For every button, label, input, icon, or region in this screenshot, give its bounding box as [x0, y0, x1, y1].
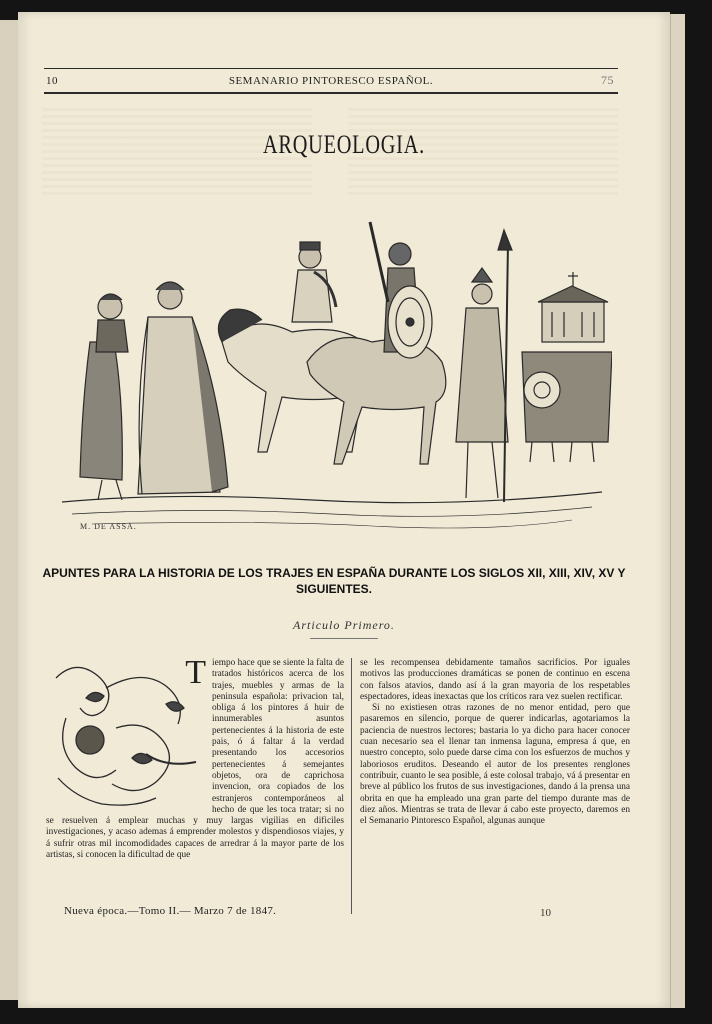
column-left: [46, 658, 344, 892]
article-headline: APUNTES PARA LA HISTORIA DE LOS TRAJES EN ESPAÑA DURANTE LOS SIGLOS XII, XIII, XIV, XV Y SIGUIENTES.: [42, 566, 626, 596]
footer-issue-line: Nueva época.—Tomo II.— Marzo 7 de 1847.: [64, 905, 277, 917]
artist-signature: M. DE ASSA.: [80, 522, 137, 531]
newspaper-page: [18, 12, 670, 1008]
paragraph-left: iempo hace que se siente la falta de tratados históricos acerca de los trajes, muebles y armas de la peninsula española: privacion tal, obliga á los pintores á huir de innumerables asuntos pertenecientes á la historia de este pais, ó á faltar á la verdad presentando los accesorios pertenecientes á semejantes objetos, ora de caprichosa invencion, ora copiados de los estranjeros contemporáneos al hecho de que les toca tratar; si no se resuelven á emplear muchas y muy largas vigilias en dificiles investigaciones, y acaso ademas á emprender molestos y dispendiosos viajes, y á sufrir otras mil incomodidades capaces de arredrar á la mayor parte de los artistas, si conocen la dificultad de que: [46, 658, 344, 861]
next-page-edge: [670, 14, 685, 1008]
ornamental-initial: [46, 658, 210, 812]
costume-engraving: [52, 202, 612, 552]
column-divider: [351, 658, 352, 914]
article-subtitle: Articulo Primero.: [293, 618, 395, 632]
header-rule-top: [44, 68, 618, 69]
page-number-left: 10: [46, 75, 58, 87]
page-number-right: 75: [601, 73, 614, 87]
dropcap-letter: T: [185, 658, 206, 691]
publication-title: SEMANARIO PINTORESCO ESPAÑOL.: [228, 75, 434, 87]
running-head: [44, 72, 618, 94]
paragraph-right-2: Si no existiesen otras razones de no menor entidad, pero que pasaremos en silencio, porque de querer indicarlas, agotariamos la paciencia de nuestros lectores; bastaria lo ya dicho para hacer conocer cuan necesario sea el llenar tan inmensa laguna, empresa á que, en nuestro concepto, solo puede darse cima con los esfuerzos de muchos y laboriosos eruditos. Deseando el autor de los presentes renglones contribuir, cuanto le sea posible, á este colosal trabajo, vá á presentar en breve al público los frutos de sus investigaciones, dando á la prensa una obrita en que ha empleado una gran parte del tiempo durante mas de diez años. Mientras se trata de llevar á cabo este proyecto, daremos en el Semanario Pintoresco Español, algunas aunque: [360, 703, 630, 827]
subtitle-rule: [310, 638, 378, 639]
column-right: [360, 658, 630, 904]
previous-page-edge: [0, 20, 19, 1000]
paragraph-right-1: se les recompensea debidamente tamaños sacrificios. Por iguales motivos las producciones dramáticas se ponen de continuo en escena con falsos atavios, dando así á la gran mayoria de los respetables espectadores, ideas inexactas que los críticos rara vez suelen rectificar.: [360, 658, 630, 702]
header-rule-bottom: [44, 92, 618, 94]
footer-sheet-number: 10: [540, 907, 551, 919]
section-title: ARQUEOLOGIA.: [262, 130, 425, 159]
